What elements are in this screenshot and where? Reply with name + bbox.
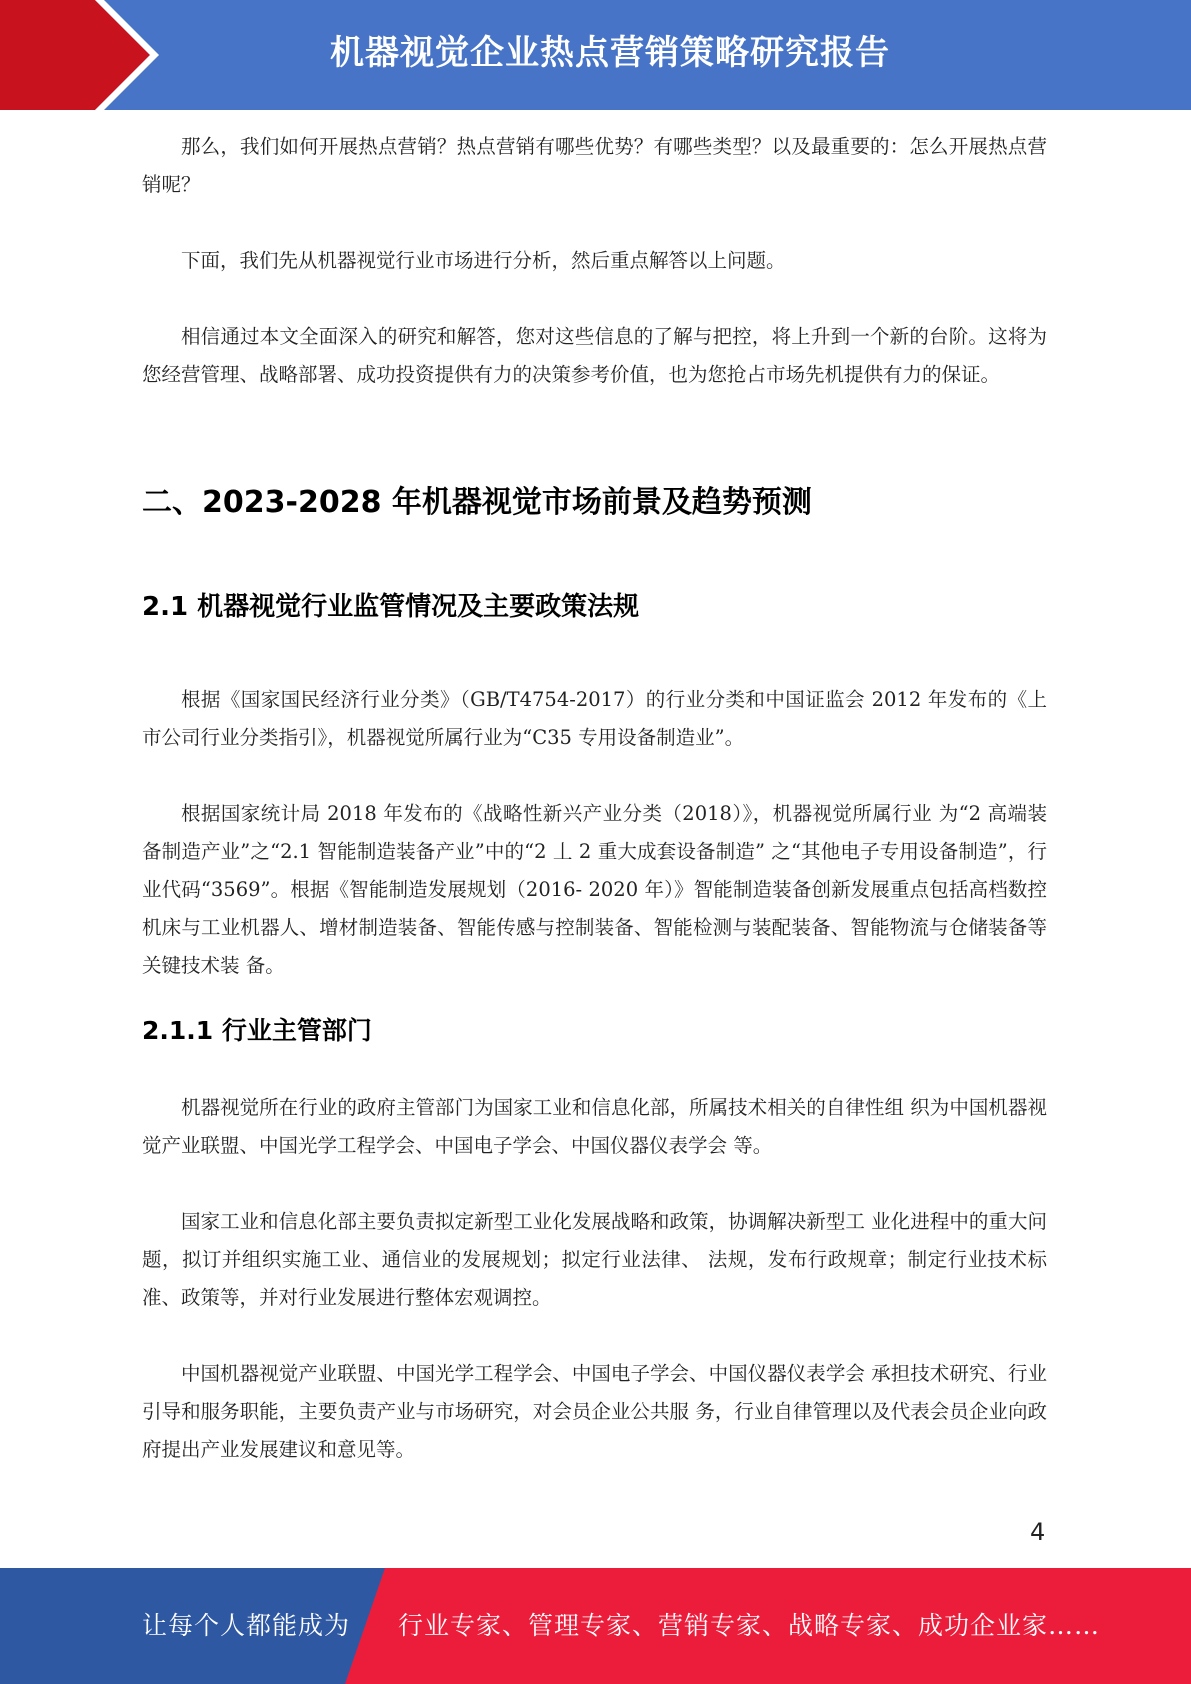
section-heading: 二、2023-2028 年机器视觉市场前景及趋势预测 — [142, 485, 812, 520]
red-arrow-shape — [0, 0, 150, 110]
header-banner — [0, 0, 1191, 110]
paragraph: 根据国家统计局 2018 年发布的《战略性新兴产业分类（2018）》，机器视觉所属行业 为“2 高端装备制造产业”之“2.1 智能制造装备产业”中的“2 丄 2 重大成套设备制造” 之“其他电子专用设备制造”，行业代码“3569”。根据《智能制造发展规划（2016- 2020 年）》智能制造装备创新发展重点包括高档数控机床与工业机器人、增材制造装备、智能传感与控制装备、智能检测与装配装备、智能物流与仓储装备等关键技术装 备。 — [142, 802, 1047, 977]
document-title: 机器视觉企业热点营销策略研究报告 — [330, 33, 890, 73]
paragraph: 相信通过本文全面深入的研究和解答，您对这些信息的了解与把控，将上升到一个新的台阶。这将为您经营管理、战略部署、成功投资提供有力的决策参考价值，也为您抢占市场先机提供有力的保证。 — [142, 325, 1047, 386]
paragraph: 机器视觉所在行业的政府主管部门为国家工业和信息化部，所属技术相关的自律性组 织为中国机器视觉产业联盟、中国光学工程学会、中国电子学会、中国仪器仪表学会 等。 — [142, 1096, 1047, 1157]
paragraph: 国家工业和信息化部主要负责拟定新型工业化发展战略和政策，协调解决新型工 业化进程中的重大问题，拟订并组织实施工业、通信业的发展规划；拟定行业法律、 法规，发布行政规章；制定行业技术标准、政策等，并对行业发展进行整体宏观调控。 — [142, 1210, 1047, 1309]
paragraph: 根据《国家国民经济行业分类》（GB/T4754-2017）的行业分类和中国证监会 2012 年发布的《上市公司行业分类指引》，机器视觉所属行业为“C35 专用设备制造业”。 — [142, 688, 1047, 749]
subsection-heading: 2.1 机器视觉行业监管情况及主要政策法规 — [142, 592, 640, 622]
document-body — [142, 128, 1047, 1469]
footer-slogan-left: 让每个人都能成为 — [142, 1611, 351, 1640]
paragraph: 中国机器视觉产业联盟、中国光学工程学会、中国电子学会、中国仪器仪表学会 承担技术研究、行业引导和服务职能，主要负责产业与市场研究，对会员企业公共服 务，行业自律管理以及代表会员企业向政府提出产业发展建议和意见等。 — [142, 1362, 1047, 1461]
footer-slogan-right: 行业专家、管理专家、营销专家、战略专家、成功企业家…… — [398, 1611, 1101, 1640]
footer-banner — [0, 1568, 1191, 1684]
paragraph: 那么，我们如何开展热点营销？热点营销有哪些优势？有哪些类型？以及最重要的：怎么开展热点营销呢？ — [142, 135, 1047, 196]
page-number: 4 — [1030, 1518, 1046, 1546]
subsubsection-heading: 2.1.1 行业主管部门 — [142, 1016, 372, 1045]
paragraph: 下面，我们先从机器视觉行业市场进行分析，然后重点解答以上问题。 — [181, 249, 786, 272]
